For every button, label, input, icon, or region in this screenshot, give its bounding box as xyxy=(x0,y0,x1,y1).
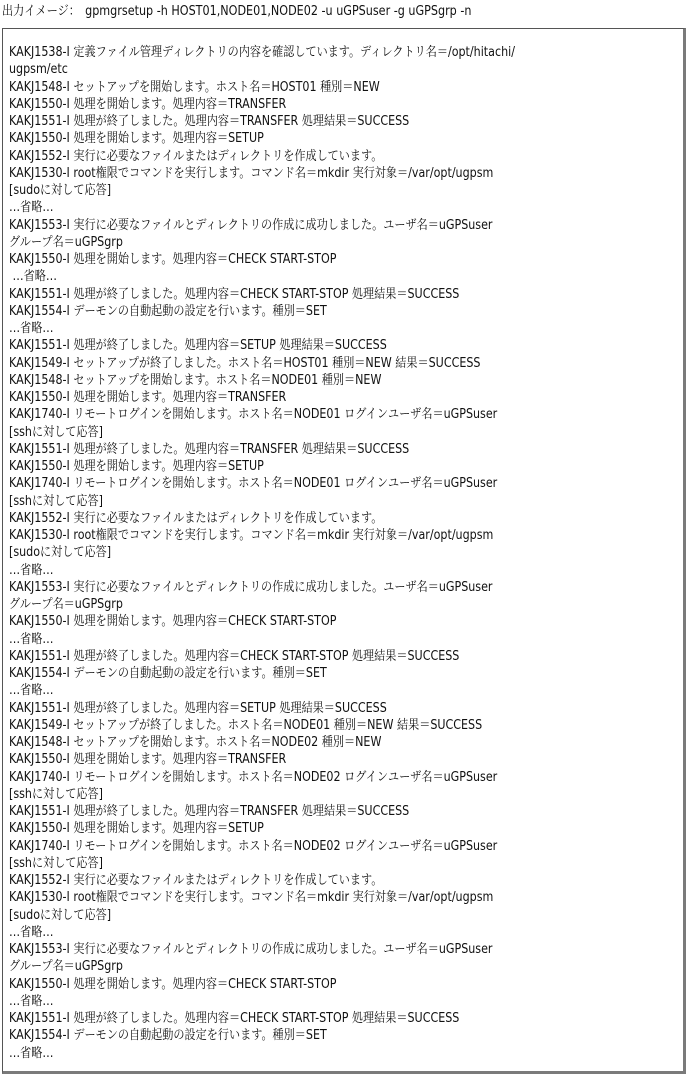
console-line: KAKJ1550-I 処理を開始します。処理内容＝SETUP xyxy=(9,821,264,837)
console-line: KAKJ1550-I 処理を開始します。処理内容＝CHECK START-STOP xyxy=(9,976,337,992)
console-line: …省略… xyxy=(9,562,54,578)
output-image-label: 出力イメージ： xyxy=(2,4,80,19)
console-line: [sshに対して応答] xyxy=(9,493,103,509)
console-line: KAKJ1550-I 処理を開始します。処理内容＝CHECK START-STOP xyxy=(9,614,337,630)
console-line: KAKJ1550-I 処理を開始します。処理内容＝CHECK START-STOP xyxy=(9,252,337,267)
console-line: KAKJ1550-I 処理を開始します。処理内容＝TRANSFER xyxy=(9,752,287,768)
console-line: KAKJ1551-I 処理が終了しました。処理内容＝CHECK START-STOP 処理結果＝SUCCESS xyxy=(9,648,460,664)
console-line: KAKJ1548-I セットアップを開始します。ホスト名＝HOST01 種別＝NEW xyxy=(9,79,380,95)
console-line: …省略… xyxy=(9,631,54,647)
console-line: [sshに対して応答] xyxy=(9,855,103,871)
console-line: KAKJ1554-I デーモンの自動起動の設定を行います。種別＝SET xyxy=(9,303,327,319)
console-line: KAKJ1549-I セットアップが終了しました。ホスト名＝NODE01 種別＝NEW 結果＝SUCCESS xyxy=(9,717,483,733)
console-line: KAKJ1551-I 処理が終了しました。処理内容＝CHECK START-STOP 処理結果＝SUCCESS xyxy=(9,1011,460,1026)
console-line: KAKJ1550-I 処理を開始します。処理内容＝TRANSFER xyxy=(9,390,287,405)
console-line: …省略… xyxy=(9,321,54,336)
console-output-box xyxy=(2,28,686,1074)
console-line: KAKJ1551-I 処理が終了しました。処理内容＝SETUP 処理結果＝SUCCESS xyxy=(9,338,387,354)
console-line: KAKJ1549-I セットアップが終了しました。ホスト名＝HOST01 種別＝NEW 結果＝SUCCESS xyxy=(9,355,481,371)
console-line: KAKJ1552-I 実行に必要なファイルまたはディレクトリを作成しています。 xyxy=(9,510,383,526)
console-line: KAKJ1551-I 処理が終了しました。処理内容＝SETUP 処理結果＝SUCCESS xyxy=(9,700,387,716)
console-line: …省略… xyxy=(9,993,54,1009)
console-line: …省略… xyxy=(9,269,58,285)
console-line: KAKJ1550-I 処理を開始します。処理内容＝SETUP xyxy=(9,459,264,474)
console-line: KAKJ1551-I 処理が終了しました。処理内容＝TRANSFER 処理結果＝SUCCESS xyxy=(9,441,410,457)
console-line: [sshに対して応答] xyxy=(9,786,103,802)
console-line: KAKJ1553-I 実行に必要なファイルとディレクトリの作成に成功しました。ユーザ名＝uGPSuser xyxy=(9,579,493,595)
command-line: gpmgrsetup -h HOST01,NODE01,NODE02 -u uGPSuser -g uGPSgrp -n xyxy=(85,4,472,19)
console-line: …省略… xyxy=(9,200,54,216)
console-line: KAKJ1740-I リモートログインを開始します。ホスト名＝NODE02 ログインユーザ名＝uGPSuser xyxy=(9,838,498,854)
console-line: KAKJ1553-I 実行に必要なファイルとディレクトリの作成に成功しました。ユーザ名＝uGPSuser xyxy=(9,942,493,957)
console-line: …省略… xyxy=(9,683,54,699)
console-line: KAKJ1530-I root権限でコマンドを実行します。コマンド名＝mkdir 実行対象＝/var/opt/ugpsm xyxy=(9,165,494,181)
console-line: KAKJ1530-I root権限でコマンドを実行します。コマンド名＝mkdir 実行対象＝/var/opt/ugpsm xyxy=(9,528,494,543)
console-line: [sudoに対して応答] xyxy=(9,907,112,923)
console-line: KAKJ1552-I 実行に必要なファイルまたはディレクトリを作成しています。 xyxy=(9,873,383,888)
console-line: KAKJ1550-I 処理を開始します。処理内容＝SETUP xyxy=(9,131,264,147)
console-line: グループ名＝uGPSgrp xyxy=(9,959,123,975)
console-line: …省略… xyxy=(9,1045,54,1061)
console-line: KAKJ1538-I 定義ファイル管理ディレクトリの内容を確認しています。ディレクトリ名＝/opt/hitachi/ xyxy=(9,45,515,60)
console-line: ugpsm/etc xyxy=(9,62,68,78)
console-line: KAKJ1548-I セットアップを開始します。ホスト名＝NODE01 種別＝NEW xyxy=(9,372,382,388)
console-output-lines xyxy=(9,44,515,1062)
console-line: [sudoに対して応答] xyxy=(9,183,112,198)
console-line: KAKJ1740-I リモートログインを開始します。ホスト名＝NODE02 ログインユーザ名＝uGPSuser xyxy=(9,769,498,785)
console-line: KAKJ1553-I 実行に必要なファイルとディレクトリの作成に成功しました。ユーザ名＝uGPSuser xyxy=(9,217,493,233)
output-image-header xyxy=(2,3,471,21)
console-line: KAKJ1740-I リモートログインを開始します。ホスト名＝NODE01 ログインユーザ名＝uGPSuser xyxy=(9,407,498,423)
console-line: KAKJ1554-I デーモンの自動起動の設定を行います。種別＝SET xyxy=(9,1028,327,1044)
console-line: [sudoに対して応答] xyxy=(9,545,112,561)
console-line: KAKJ1550-I 処理を開始します。処理内容＝TRANSFER xyxy=(9,96,287,112)
console-line: KAKJ1551-I 処理が終了しました。処理内容＝TRANSFER 処理結果＝SUCCESS xyxy=(9,114,410,129)
console-line: KAKJ1551-I 処理が終了しました。処理内容＝CHECK START-STOP 処理結果＝SUCCESS xyxy=(9,286,460,302)
console-line: KAKJ1551-I 処理が終了しました。処理内容＝TRANSFER 処理結果＝SUCCESS xyxy=(9,804,410,819)
console-line: KAKJ1552-I 実行に必要なファイルまたはディレクトリを作成しています。 xyxy=(9,148,383,164)
console-line: KAKJ1740-I リモートログインを開始します。ホスト名＝NODE01 ログインユーザ名＝uGPSuser xyxy=(9,476,498,492)
console-line: …省略… xyxy=(9,924,54,940)
console-line: KAKJ1548-I セットアップを開始します。ホスト名＝NODE02 種別＝NEW xyxy=(9,735,382,750)
console-line: KAKJ1530-I root権限でコマンドを実行します。コマンド名＝mkdir 実行対象＝/var/opt/ugpsm xyxy=(9,890,494,906)
console-line: グループ名＝uGPSgrp xyxy=(9,597,123,612)
console-line: [sshに対して応答] xyxy=(9,424,103,440)
console-line: グループ名＝uGPSgrp xyxy=(9,234,123,250)
console-line: KAKJ1554-I デーモンの自動起動の設定を行います。種別＝SET xyxy=(9,666,327,681)
